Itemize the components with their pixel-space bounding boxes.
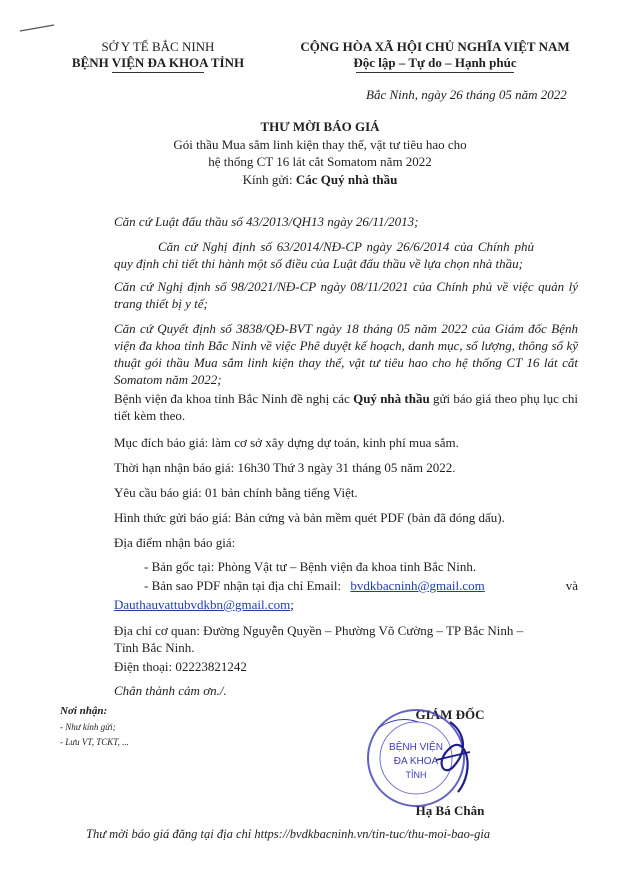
request-text-2: gửi báo giá theo phụ lục chi tiết kèm theo. xyxy=(114,391,578,423)
stamp-text-line: TỈNH xyxy=(405,770,427,780)
pdf-copy-line xyxy=(144,577,578,594)
subtitle-line-2: hệ thống CT 16 lát cắt Somatom năm 2022 xyxy=(208,154,432,169)
national-motto: Độc lập – Tự do – Hạnh phúc xyxy=(353,55,517,70)
pen-mark-stroke xyxy=(20,25,54,31)
location-label: Địa điểm nhận báo giá: xyxy=(114,535,236,550)
email-link-1[interactable]: bvdkbacninh@gmail.com xyxy=(350,578,485,593)
signer-name: Hạ Bá Chân xyxy=(415,803,485,818)
and-word: và xyxy=(565,578,578,593)
document-title: THƯ MỜI BÁO GIÁ xyxy=(260,119,380,134)
address-line-2: Tỉnh Bắc Ninh. xyxy=(114,640,195,655)
greeting-label: Kính gửi: xyxy=(242,172,296,187)
stamp-text-line: ĐA KHOA xyxy=(393,756,439,767)
header-left-rule xyxy=(112,72,204,73)
legal-basis-2: Căn cứ Nghị định số 63/2014/NĐ-CP ngày 26/6/2014 của Chính phủ quy định chi tiết thi hành một số điều của Luật đấu thầu về lựa chọn nhà thầu; xyxy=(114,239,534,271)
phone-line: Điện thoại: 02223821242 xyxy=(114,659,247,674)
request-bold: Quý nhà thầu xyxy=(353,391,430,406)
email-link-2[interactable]: Dauthauvattubvdkbn@gmail.com xyxy=(114,597,291,612)
closing-line: Chân thành cảm ơn./. xyxy=(114,683,227,698)
deadline-line: Thời hạn nhận báo giá: 16h30 Thứ 3 ngày 31 tháng 05 năm 2022. xyxy=(114,460,456,475)
pdf-copy-prefix: - Bản sao PDF nhận tại địa chỉ Email: xyxy=(144,578,342,593)
legal-basis-1: Căn cứ Luật đấu thầu số 43/2013/QH13 ngày 26/11/2013; xyxy=(114,214,419,229)
email-2-suffix: ; xyxy=(290,597,294,612)
recipients-label: Nơi nhận: xyxy=(60,705,108,717)
recipient-item: - Lưu VT, TCKT, ... xyxy=(60,737,129,747)
method-line: Hình thức gửi báo giá: Bản cứng và bản mềm quét PDF (bản đã đóng dấu). xyxy=(114,510,505,525)
legal-basis-4: Căn cứ Quyết định số 3838/QĐ-BVT ngày 18 tháng 05 năm 2022 của Giám đốc Bệnh viện đa khoa tỉnh Bắc Ninh về việc Phê duyệt kế hoạch, danh mục, số lượng, thông số kỹ thuật gói thầu Mua sắm linh kiện thay thế, vật tư tiêu hao cho hệ thống CT 16 lát cắt Somatom năm 2022; xyxy=(114,321,578,387)
request-text-1: Bệnh viện đa khoa tỉnh Bắc Ninh đề nghị các xyxy=(114,391,354,406)
stamp-text-line: BỆNH VIỆN xyxy=(389,742,443,753)
address-line-1: Địa chỉ cơ quan: Đường Nguyễn Quyền – Phường Võ Cường – TP Bắc Ninh – xyxy=(114,623,524,638)
country-name: CỘNG HÒA XÃ HỘI CHỦ NGHĨA VIỆT NAM xyxy=(300,39,570,54)
recipient-item: - Như kính gửi; xyxy=(60,722,116,732)
footer-note: Thư mời báo giá đăng tại địa chỉ https://bvdkbacninh.vn/tin-tuc/thu-moi-bao-gia xyxy=(86,827,491,841)
margin-pen-mark xyxy=(18,22,58,34)
request-paragraph xyxy=(114,390,578,424)
date-line: Bắc Ninh, ngày 26 tháng 05 năm 2022 xyxy=(366,87,567,102)
greeting xyxy=(100,171,540,188)
official-stamp xyxy=(358,700,488,810)
original-copy-line: - Bản gốc tại: Phòng Vật tư – Bệnh viện đa khoa tỉnh Bắc Ninh. xyxy=(144,559,477,574)
purpose-line: Mục đích báo giá: làm cơ sở xây dựng dự toán, kinh phí mua sắm. xyxy=(114,435,459,450)
requirement-line: Yêu cầu báo giá: 01 bản chính bằng tiếng Việt. xyxy=(114,485,358,500)
signer-position: GIÁM ĐỐC xyxy=(415,707,485,722)
ministry-name: SỞ Y TẾ BẮC NINH xyxy=(101,39,215,54)
greeting-target: Các Quý nhà thầu xyxy=(295,172,398,187)
hospital-name: BỆNH VIỆN ĐA KHOA TỈNH xyxy=(71,55,245,70)
email-line-2 xyxy=(114,596,294,613)
legal-basis-3: Căn cứ Nghị định số 98/2021/NĐ-CP ngày 08/11/2021 của Chính phủ về việc quản lý trang thiết bị y tế; xyxy=(114,279,578,311)
header-right-rule xyxy=(356,72,514,73)
subtitle-line-1: Gói thầu Mua sắm linh kiện thay thế, vật tư tiêu hao cho xyxy=(173,137,467,152)
